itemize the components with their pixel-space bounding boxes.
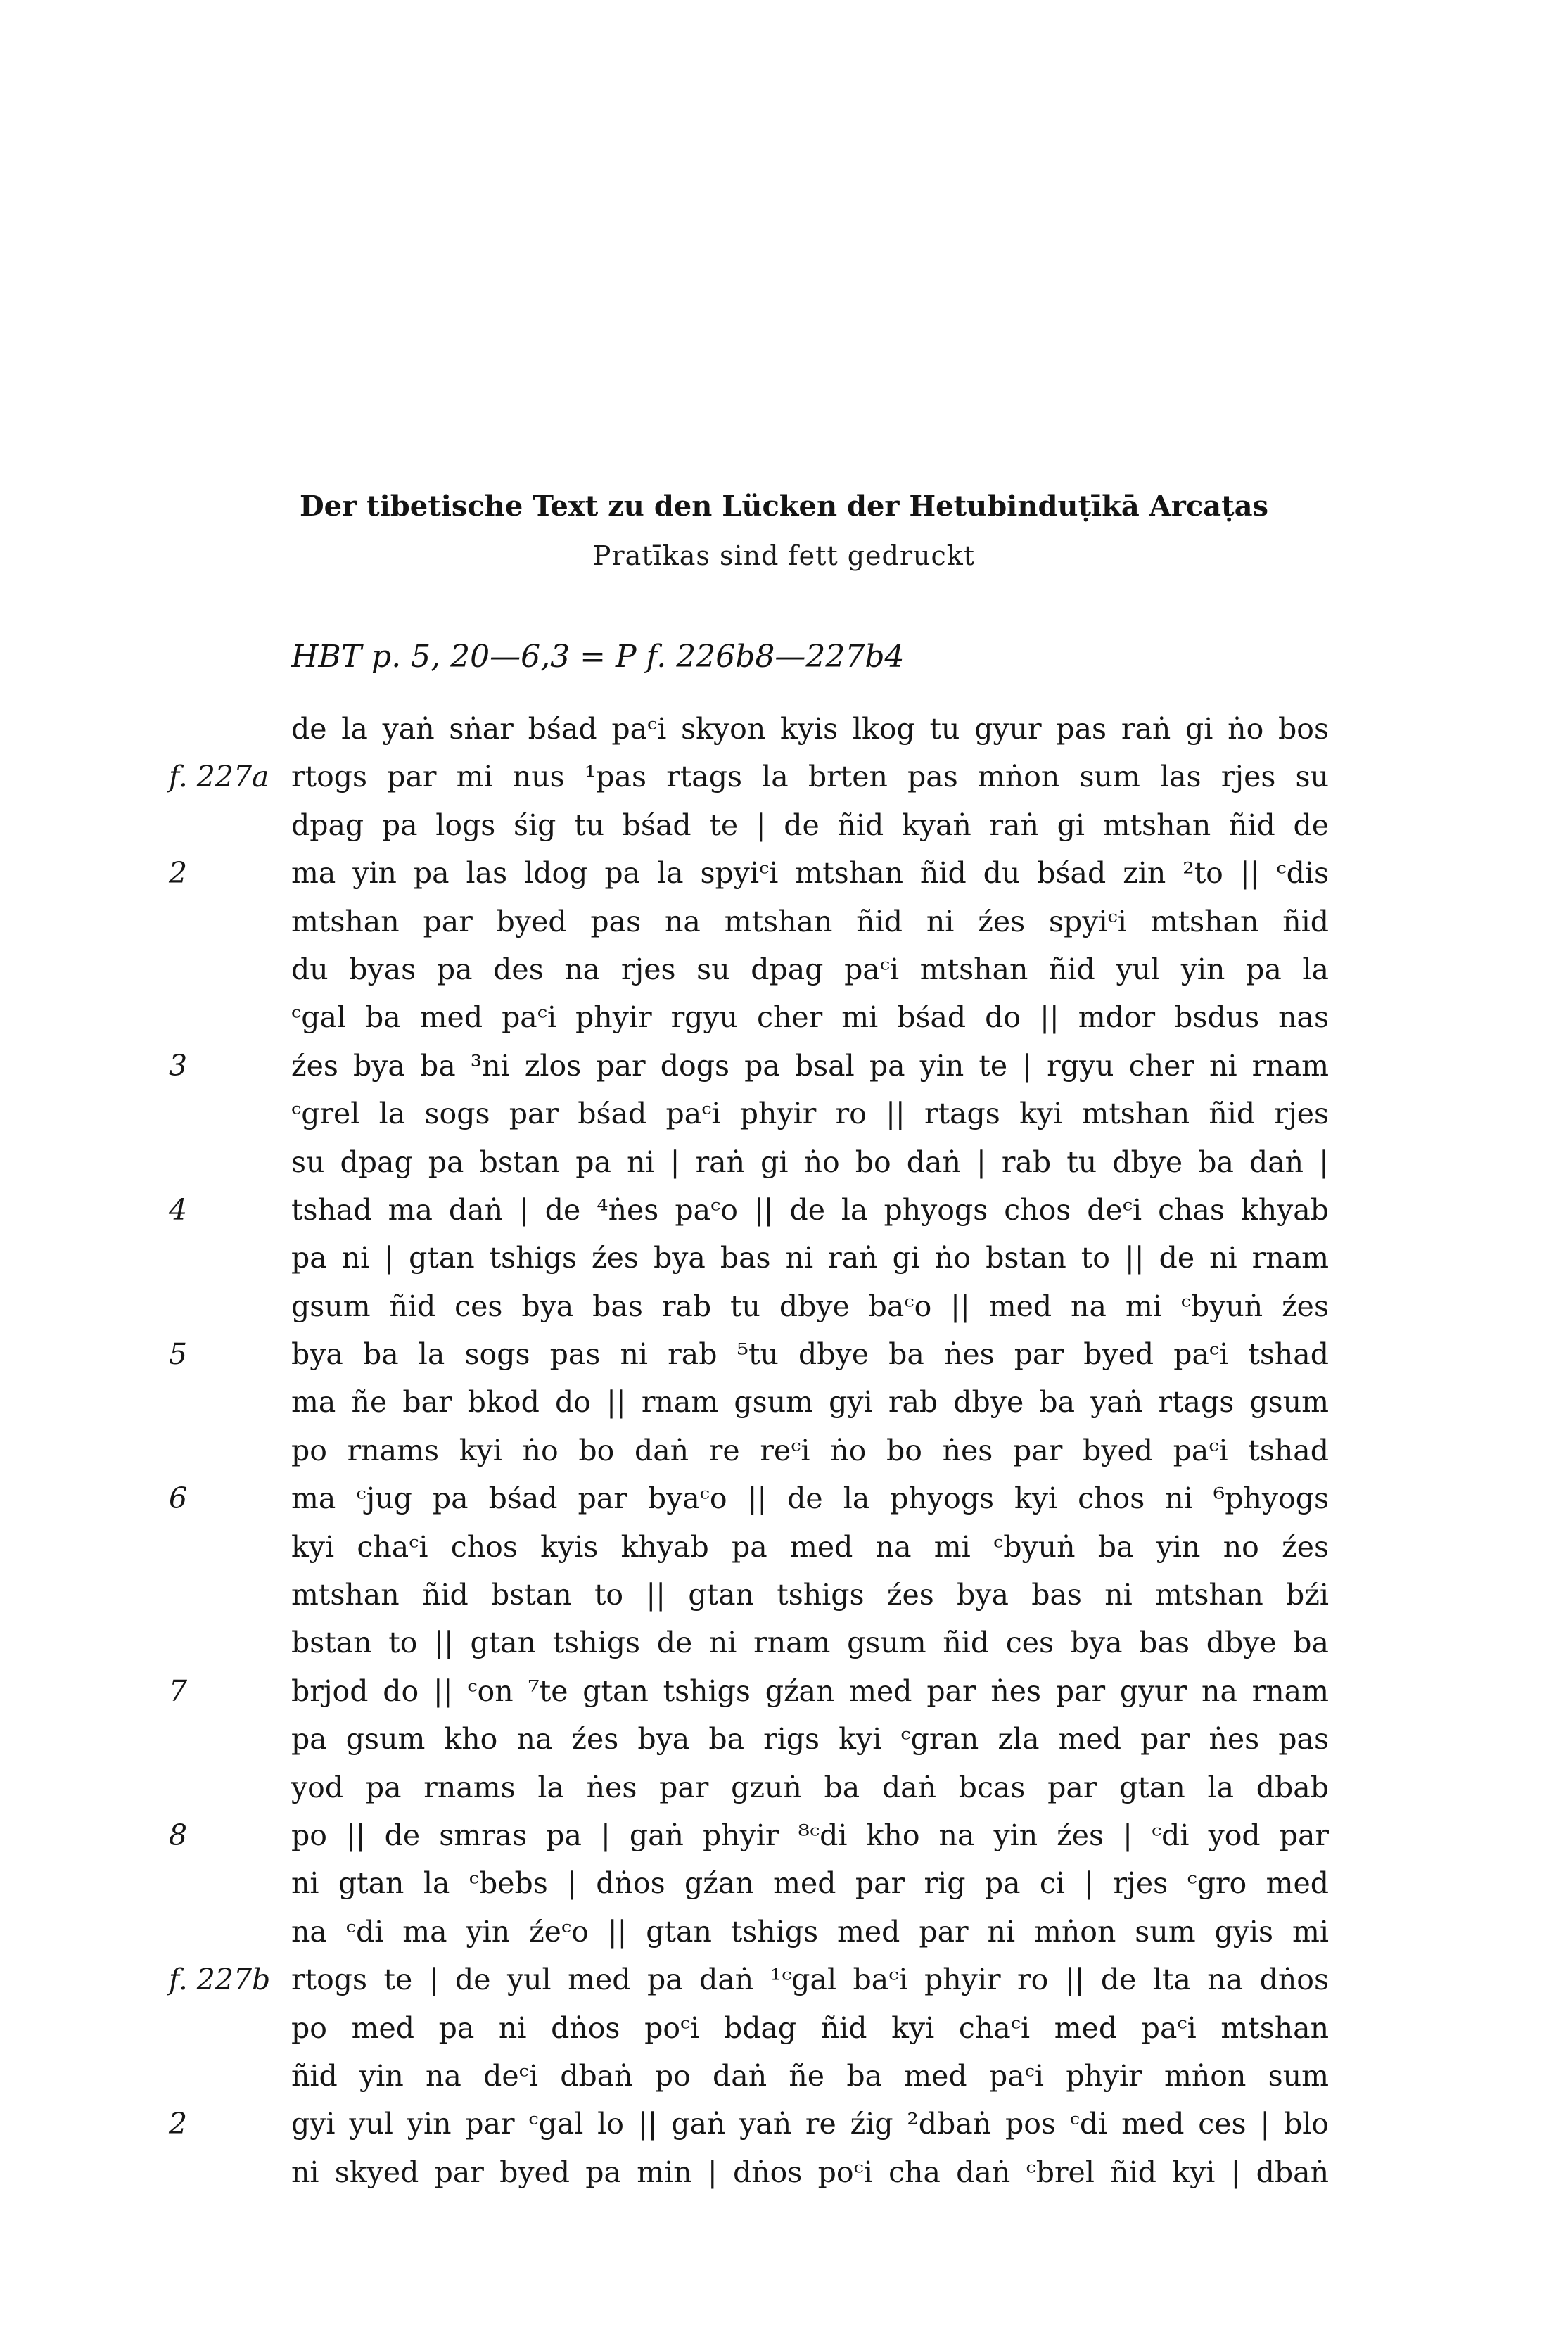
text-line-content: ma yin pa las ldog pa la spyiᶜi mtshan ñid du bśad zin ²to || ᶜdis — [291, 856, 1329, 891]
text-line-content: po rnams kyi ṅo bo daṅ re reᶜi ṅo bo ṅes par byed paᶜi tshad — [291, 1433, 1329, 1467]
text-line — [291, 2052, 1329, 2100]
text-line — [291, 1138, 1329, 1186]
text-line-content: pa gsum kho na źes bya ba rigs kyi ᶜgran zla med par ṅes pas — [291, 1722, 1329, 1757]
margin-line-number: 8 — [169, 1818, 188, 1852]
margin-line-number: 4 — [169, 1192, 188, 1227]
text-line-content: pa ni | gtan tshigs źes bya bas ni raṅ gi ṅo bstan to || de ni rnam — [291, 1241, 1329, 1275]
text-line-content: brjod do || ᶜon ⁷te gtan tshigs gźan med par ṅes par gyur na rnam — [291, 1673, 1329, 1708]
text-line — [291, 1764, 1329, 1811]
text-line — [169, 849, 1329, 897]
text-line — [291, 705, 1329, 753]
text-line — [291, 2148, 1329, 2196]
text-line-content: po med pa ni dṅos poᶜi bdag ñid kyi chaᶜi med paᶜi mtshan — [291, 2010, 1329, 2045]
text-line-content: dpag pa logs śig tu bśad te | de ñid kyaṅ raṅ gi mtshan ñid de — [291, 808, 1329, 842]
margin-line-number: 2 — [169, 2107, 188, 2141]
text-line — [169, 753, 1329, 801]
text-line-content: du byas pa des na rjes su dpag paᶜi mtshan ñid yul yin pa la — [291, 952, 1329, 986]
text-line — [291, 2004, 1329, 2052]
text-line-content: rtogs te | de yul med pa daṅ ¹ᶜgal baᶜi phyir ro || de lta na dṅos — [291, 1963, 1329, 1997]
text-line — [291, 1571, 1329, 1619]
text-line-content: po || de smras pa | gaṅ phyir ⁸ᶜdi kho na yin źes | ᶜdi yod par — [291, 1818, 1329, 1852]
margin-line-number: 3 — [169, 1048, 188, 1083]
text-line — [291, 1378, 1329, 1426]
text-line-content: mtshan ñid bstan to || gtan tshigs źes bya bas ni mtshan bźi — [291, 1578, 1329, 1612]
text-line-content: tshad ma daṅ | de ⁴ṅes paᶜo || de la phyogs chos deᶜi chas khyab — [291, 1192, 1329, 1227]
tibetan-text-body — [169, 705, 1329, 2196]
text-line-content: ma ᶜjug pa bśad par byaᶜo || de la phyogs kyi chos ni ⁶phyogs — [291, 1481, 1329, 1516]
text-line — [291, 993, 1329, 1041]
source-reference: HBT p. 5, 20—6,3 = P f. 226b8—227b4 — [291, 639, 905, 675]
text-line — [291, 1859, 1329, 1907]
margin-line-number: 2 — [169, 856, 188, 891]
margin-line-number: 5 — [169, 1337, 188, 1372]
text-line-content: de la yaṅ sṅar bśad paᶜi skyon kyis lkog tu gyur pas raṅ gi ṅo bos — [291, 712, 1329, 746]
text-line-content: ma ñe bar bkod do || rnam gsum gyi rab dbye ba yaṅ rtags gsum — [291, 1385, 1329, 1420]
margin-line-number: f. 227a — [169, 760, 269, 794]
text-line-content: su dpag pa bstan pa ni | raṅ gi ṅo bo daṅ | rab tu dbye ba daṅ | — [291, 1145, 1329, 1179]
text-line — [169, 1330, 1329, 1378]
text-line-content: na ᶜdi ma yin źeᶜo || gtan tshigs med par ni mṅon sum gyis mi — [291, 1914, 1329, 1949]
text-line — [291, 1234, 1329, 1282]
text-line-content: ni skyed par byed pa min | dṅos poᶜi cha daṅ ᶜbrel ñid kyi | dbaṅ — [291, 2155, 1329, 2189]
text-line — [169, 1042, 1329, 1090]
text-line-content: mtshan par byed pas na mtshan ñid ni źes spyiᶜi mtshan ñid — [291, 904, 1329, 938]
margin-line-number: 6 — [169, 1481, 188, 1516]
text-line — [169, 1811, 1329, 1859]
text-line — [291, 1282, 1329, 1330]
text-line-content: gyi yul yin par ᶜgal lo || gaṅ yaṅ re źig ²dbaṅ pos ᶜdi med ces | blo — [291, 2107, 1329, 2141]
text-line — [291, 801, 1329, 849]
page-subtitle: Pratīkas sind fett gedruckt — [592, 540, 976, 571]
text-line-content: gsum ñid ces bya bas rab tu dbye baᶜo || med na mi ᶜbyuṅ źes — [291, 1289, 1329, 1323]
margin-line-number: f. 227b — [169, 1963, 271, 1997]
text-line — [169, 1474, 1329, 1522]
text-line-content: ᶜgal ba med paᶜi phyir rgyu cher mi bśad do || mdor bsdus nas — [291, 1000, 1329, 1035]
text-line-content: bstan to || gtan tshigs de ni rnam gsum ñid ces bya bas dbye ba — [291, 1626, 1329, 1660]
text-line — [169, 2100, 1329, 2148]
text-line-content: źes bya ba ³ni zlos par dogs pa bsal pa yin te | rgyu cher ni rnam — [291, 1048, 1329, 1083]
text-line — [169, 1956, 1329, 2003]
text-line — [291, 1619, 1329, 1666]
page-title: Der tibetische Text zu den Lücken der Hetubinduṭīkā Arcaṭas — [299, 490, 1269, 523]
margin-line-number: 7 — [169, 1673, 188, 1708]
text-line — [291, 945, 1329, 993]
text-line-content: ñid yin na deᶜi dbaṅ po daṅ ñe ba med paᶜi phyir mṅon sum — [291, 2058, 1329, 2093]
text-line — [291, 1908, 1329, 1956]
text-line-content: ni gtan la ᶜbebs | dṅos gźan med par rig pa ci | rjes ᶜgro med — [291, 1866, 1329, 1901]
text-line — [291, 898, 1329, 945]
text-line-content: rtogs par mi nus ¹pas rtags la brten pas mṅon sum las rjes su — [291, 760, 1329, 794]
text-line-content: ᶜgrel la sogs par bśad paᶜi phyir ro || rtags kyi mtshan ñid rjes — [291, 1097, 1329, 1131]
text-line — [169, 1667, 1329, 1715]
text-line-content: bya ba la sogs pas ni rab ⁵tu dbye ba ṅes par byed paᶜi tshad — [291, 1337, 1329, 1372]
text-line — [291, 1427, 1329, 1474]
text-line — [169, 1186, 1329, 1234]
text-line — [291, 1715, 1329, 1763]
text-line — [291, 1090, 1329, 1137]
text-line-content: yod pa rnams la ṅes par gzuṅ ba daṅ bcas par gtan la dbab — [291, 1770, 1329, 1804]
text-line-content: kyi chaᶜi chos kyis khyab pa med na mi ᶜbyuṅ ba yin no źes — [291, 1529, 1329, 1564]
text-line — [291, 1523, 1329, 1571]
